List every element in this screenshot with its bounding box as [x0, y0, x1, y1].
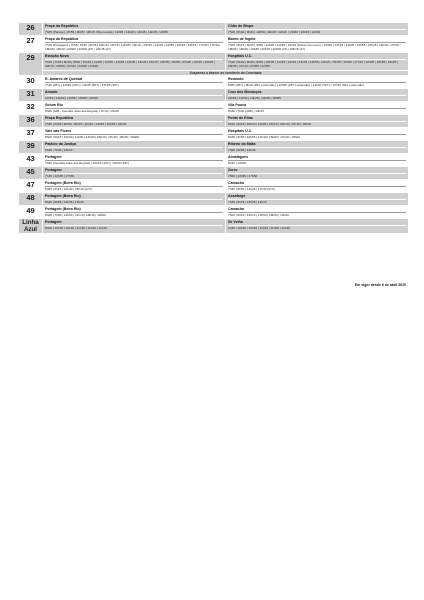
- stop-block: [43, 76, 225, 88]
- departure-stop-name: Ponte de Eiras: [228, 116, 253, 121]
- outbound-cell: [43, 102, 226, 115]
- departure-times: 9h45 | 10h10 | 10h45 | 11h15 | 11h50 | 12h20: [228, 225, 406, 230]
- stop-block: [226, 36, 408, 52]
- stop-block: [43, 36, 225, 52]
- departure-stop-name: Portagem: [45, 168, 62, 173]
- return-cell: [226, 102, 409, 115]
- route-row: [19, 180, 409, 193]
- departure-stop-name: Palácio da Justiça: [45, 142, 77, 147]
- departure-stop-name: Zorro: [228, 168, 238, 173]
- departure-times: 7h05 | 8h05 | 13h45: [228, 147, 406, 152]
- stop-block: [226, 141, 408, 153]
- return-cell: [226, 128, 409, 141]
- timetable-body: [19, 23, 409, 234]
- outbound-cell: [43, 76, 226, 89]
- stop-block: [226, 206, 408, 218]
- route-number: 32: [19, 102, 43, 115]
- route-row: [19, 141, 409, 154]
- departure-times: 8h15 | 13h00: [228, 160, 406, 165]
- departure-times: 7h50 | 13h35 | 17h50: [228, 173, 406, 178]
- departure-times: 7h30 | 8h50 | 14h25 | 17h30 (47X): [228, 186, 406, 191]
- route-number: 31: [19, 89, 43, 102]
- departure-times: 6h55 | 8h15 | 12h40 | 18h40 (47X): [45, 186, 223, 191]
- departure-times: 9h00 | 10h10 | 10h40 | 11h10 | 11h40 | 12h10: [45, 225, 223, 230]
- route-row: [19, 167, 409, 180]
- route-number: 43: [19, 154, 43, 167]
- stop-block: [226, 89, 408, 101]
- departure-stop-name: Solum Rio: [45, 103, 63, 108]
- stop-block: [226, 219, 408, 231]
- departure-times: 7h45 | 8h45 | 9h50 | 10h45 | 12h40 | 14h45 | 16h45 | 18h45: [45, 121, 223, 126]
- route-row: [19, 89, 409, 102]
- outbound-cell: [43, 141, 226, 154]
- departure-stop-name: Portagem (Beira Rio): [45, 181, 81, 186]
- departure-times: 6h55 (28Y) | 8h30 (28Y Lordemão) | 12h25 (28Y Lordemão) | 14h30 (30Y) | 17h40 (30Y Lordemão): [228, 82, 406, 87]
- route-row: [19, 23, 409, 36]
- stop-block: [43, 206, 225, 218]
- outbound-cell: [43, 128, 226, 141]
- departure-stop-name: Vale das Flores: [45, 129, 72, 134]
- route-number: 36: [19, 115, 43, 128]
- timetable-table: [18, 22, 409, 234]
- outbound-cell: [43, 167, 226, 180]
- stop-block: [43, 53, 225, 69]
- route-row: [19, 53, 409, 70]
- stop-block: [43, 23, 225, 35]
- departure-times: 7h05 (Parque) | 8h55 | 9h05 | 10h45 (Vila Loreto) | 11h35 | 12h00 | 13h45 | 14h15 | 14h55: [45, 29, 223, 34]
- return-cell: [226, 219, 409, 234]
- departure-times: 7h40 (Avenida João das Regras) | 12h15 (43T) | 13h40 (43T): [45, 160, 223, 165]
- route-row: [19, 102, 409, 115]
- stop-block: [226, 128, 408, 140]
- departure-times: 6h40 | 7h40 (32B) | 14h15: [228, 108, 406, 113]
- departure-stop-name: Camacha: [228, 207, 244, 212]
- route-row: [19, 128, 409, 141]
- departure-times: 6h05 (32B - Avenida João das Regras) | 7h15 | 13h35: [45, 108, 223, 113]
- stop-block: [226, 180, 408, 192]
- stop-block: [43, 102, 225, 114]
- return-cell: [226, 141, 409, 154]
- outbound-cell: [43, 89, 226, 102]
- route-number: 39: [19, 141, 43, 154]
- departure-times: 8h00 | 7h50 | 12h50 | 14h10 | 18h10 | 19h00: [45, 212, 223, 217]
- outbound-cell: [43, 23, 226, 36]
- departure-stop-name: Redondo: [228, 77, 244, 82]
- route-number: 48: [19, 193, 43, 206]
- departure-times: 6h45 | 7h45 | 13h20: [45, 147, 223, 152]
- departure-times: 7h00 | 8h10 | 13h10 | 13h50 | 18h50 | 19h10: [228, 212, 406, 217]
- route-number: 26: [19, 23, 43, 36]
- departure-stop-name: Assafarge: [228, 194, 246, 199]
- route-row: [19, 154, 409, 167]
- departure-times: 7h15 (Portagem) | 7h55 | 8h45 | 9h35 | 10h15 | 11h15 | 12h05 | 13h10 | 13h45 | 14h15 | 14h55 | 15h15 | 16h15 | 17h00 | 17h40 | 18h00 | 19h10 | 20h00 | 22h00 (27) | 23h45 (27): [45, 42, 223, 52]
- return-cell: [226, 154, 409, 167]
- departure-stop-name: Ribeiro da Mália: [228, 142, 256, 147]
- departure-stop-name: Vila Pouca: [228, 103, 247, 108]
- departure-stop-name: Praça República: [45, 116, 73, 121]
- departure-stop-name: Arnado: [45, 90, 58, 95]
- departure-times: 7h35 | 9h15 | 13h35 | 14h15: [228, 199, 406, 204]
- outbound-cell: [43, 219, 226, 234]
- stop-block: [226, 115, 408, 127]
- return-cell: [226, 23, 409, 36]
- departure-stop-name: Cruz dos Morouços: [228, 90, 262, 95]
- departure-times: 7h15 | 7h55 | 8h40 | 9h25 | 10h15 | 11h05 | 11h55 | 12h45 | 13h35 | 14h25 | 15h15 | 16h05 | 16h55 | 17h45 | 18h35 | 19h25 | 20h15 | 20h50 | 21h40 | 22h30 | 23h20: [45, 59, 223, 69]
- route-row: [19, 219, 409, 234]
- route-number: 45: [19, 167, 43, 180]
- stop-block: [43, 219, 225, 231]
- departure-stop-name: R. Amares de Quental: [45, 77, 83, 82]
- departure-stop-name: Hospitais U.C.: [228, 54, 253, 59]
- route-number: 27: [19, 36, 43, 53]
- departure-stop-name: Almalaguês: [228, 155, 249, 160]
- departure-stop-name: Chão do Bispo: [228, 24, 254, 28]
- stop-block: [226, 167, 408, 179]
- departure-stop-name: Hospitais U.C.: [228, 129, 253, 134]
- route-number: 29: [19, 53, 43, 76]
- route-row: [19, 76, 409, 89]
- outbound-cell: [43, 154, 226, 167]
- departure-times: 8h00 | 9h15 | 10h00 | 11h00 | 14h00 | 16h40 | 17h40 | 18h35 | 19h00: [45, 134, 223, 139]
- departure-stop-name: Portagem (Beira Rio): [45, 207, 81, 212]
- departure-times: 11h10 | 12h00 | 12h55 | 13h55 | 18h25: [45, 95, 223, 100]
- route-number: 47: [19, 180, 43, 193]
- route-row: [19, 36, 409, 53]
- departure-stop-name: Estação Nova: [45, 54, 69, 59]
- outbound-cell: [43, 206, 226, 219]
- departure-times: 7h00 | 8h15 | 9h05 | 9h55 | 10h45 | 11h35 | 12h25 (Monte Formoso) | 12h50 | 13h15 | 14h05 | 14h55 | 15h45 | 16h30 | 17h20 | 18h00 | 18h40 | 19h35 | 20h15 | 22h00 (27) | 00h15 (27): [228, 42, 406, 52]
- departure-stop-name: Praça da República: [45, 37, 79, 41]
- return-cell: [226, 36, 409, 53]
- stop-block: [43, 167, 225, 179]
- stop-block: [43, 128, 225, 140]
- outbound-cell: [43, 193, 226, 206]
- departure-stop-name: Portagem: [45, 220, 62, 225]
- outbound-cell: [43, 115, 226, 128]
- stop-block: [43, 180, 225, 192]
- stop-block: [43, 193, 225, 205]
- stop-block: [226, 102, 408, 114]
- stop-block: [43, 115, 225, 127]
- departure-stop-name: Portagem (Beira Rio): [45, 194, 81, 199]
- stop-block: [226, 193, 408, 205]
- outbound-cell: [43, 180, 226, 193]
- departure-stop-name: Praça da República: [45, 24, 79, 28]
- stop-block: [226, 53, 408, 69]
- departure-stop-name: Portagem: [45, 155, 62, 160]
- departure-stop-name: Sé Velha: [228, 220, 243, 225]
- route-number: 37: [19, 128, 43, 141]
- return-cell: [226, 180, 409, 193]
- departure-times: 11h55 | 12h50 | 13h25 | 14h25 | 18h55: [228, 95, 406, 100]
- departure-times: 7h15 | 12h35 | 17h55: [45, 173, 223, 178]
- return-cell: [226, 193, 409, 206]
- return-cell: [226, 76, 409, 89]
- stop-block: [43, 154, 225, 166]
- return-cell: [226, 167, 409, 180]
- outbound-cell: [43, 53, 226, 70]
- route-row: [19, 206, 409, 219]
- stop-block: [226, 76, 408, 88]
- stop-block: [43, 141, 225, 153]
- return-cell: [226, 89, 409, 102]
- departure-stop-name: Camacha: [228, 181, 244, 186]
- departure-times: 7h40 | 8h20 | 9h00 | 9h45 | 10h35 | 11h25 | 12h15 | 13h05 | 13h55 | 14h45 | 15h35 | 16h25 | 17h15 | 18h05 | 18h55 | 19h45 | 20h35 | 21h15 | 22h05 | 22h55: [228, 59, 406, 69]
- outbound-cell: [43, 36, 226, 53]
- route-number: Linha Azul: [19, 219, 43, 234]
- departure-times: 8h10 | 9h15 | 10h10 | 11h05 | 13h10 | 15h10 | 17h15 | 19h15: [228, 121, 406, 126]
- return-cell: [226, 53, 409, 70]
- validity-note: Em vigor desde 6 de abril 2020: [354, 283, 406, 287]
- route-note: Suspensa a descer ao cemitério da Conchada: [43, 70, 409, 75]
- departure-times: 7h00 | 8h40 | 9h00 | 10h50 | 11h40 | 12h20 | 13h30 | 13h45 | 14h30: [228, 29, 406, 34]
- departure-times: 8h40 | 8h55 | 13h45 | 13h25: [45, 199, 223, 204]
- route-number: 49: [19, 206, 43, 219]
- stop-block: [226, 154, 408, 166]
- route-number: 30: [19, 76, 43, 89]
- stop-block: [43, 89, 225, 101]
- stop-block: [226, 23, 408, 35]
- return-cell: [226, 206, 409, 219]
- return-cell: [226, 115, 409, 128]
- route-row: [19, 193, 409, 206]
- departure-times: 8h45 | 9h55 | 10h55 | 12h40 | 15h00 | 17h40 | 18h00: [228, 134, 406, 139]
- route-row: [19, 115, 409, 128]
- departure-stop-name: Bairro de Ingote: [228, 37, 256, 41]
- departure-times: 7h45 (28Y) | 11h45 (30Y) | 13h15 (30Y) | 17h05 (30Y): [45, 82, 223, 87]
